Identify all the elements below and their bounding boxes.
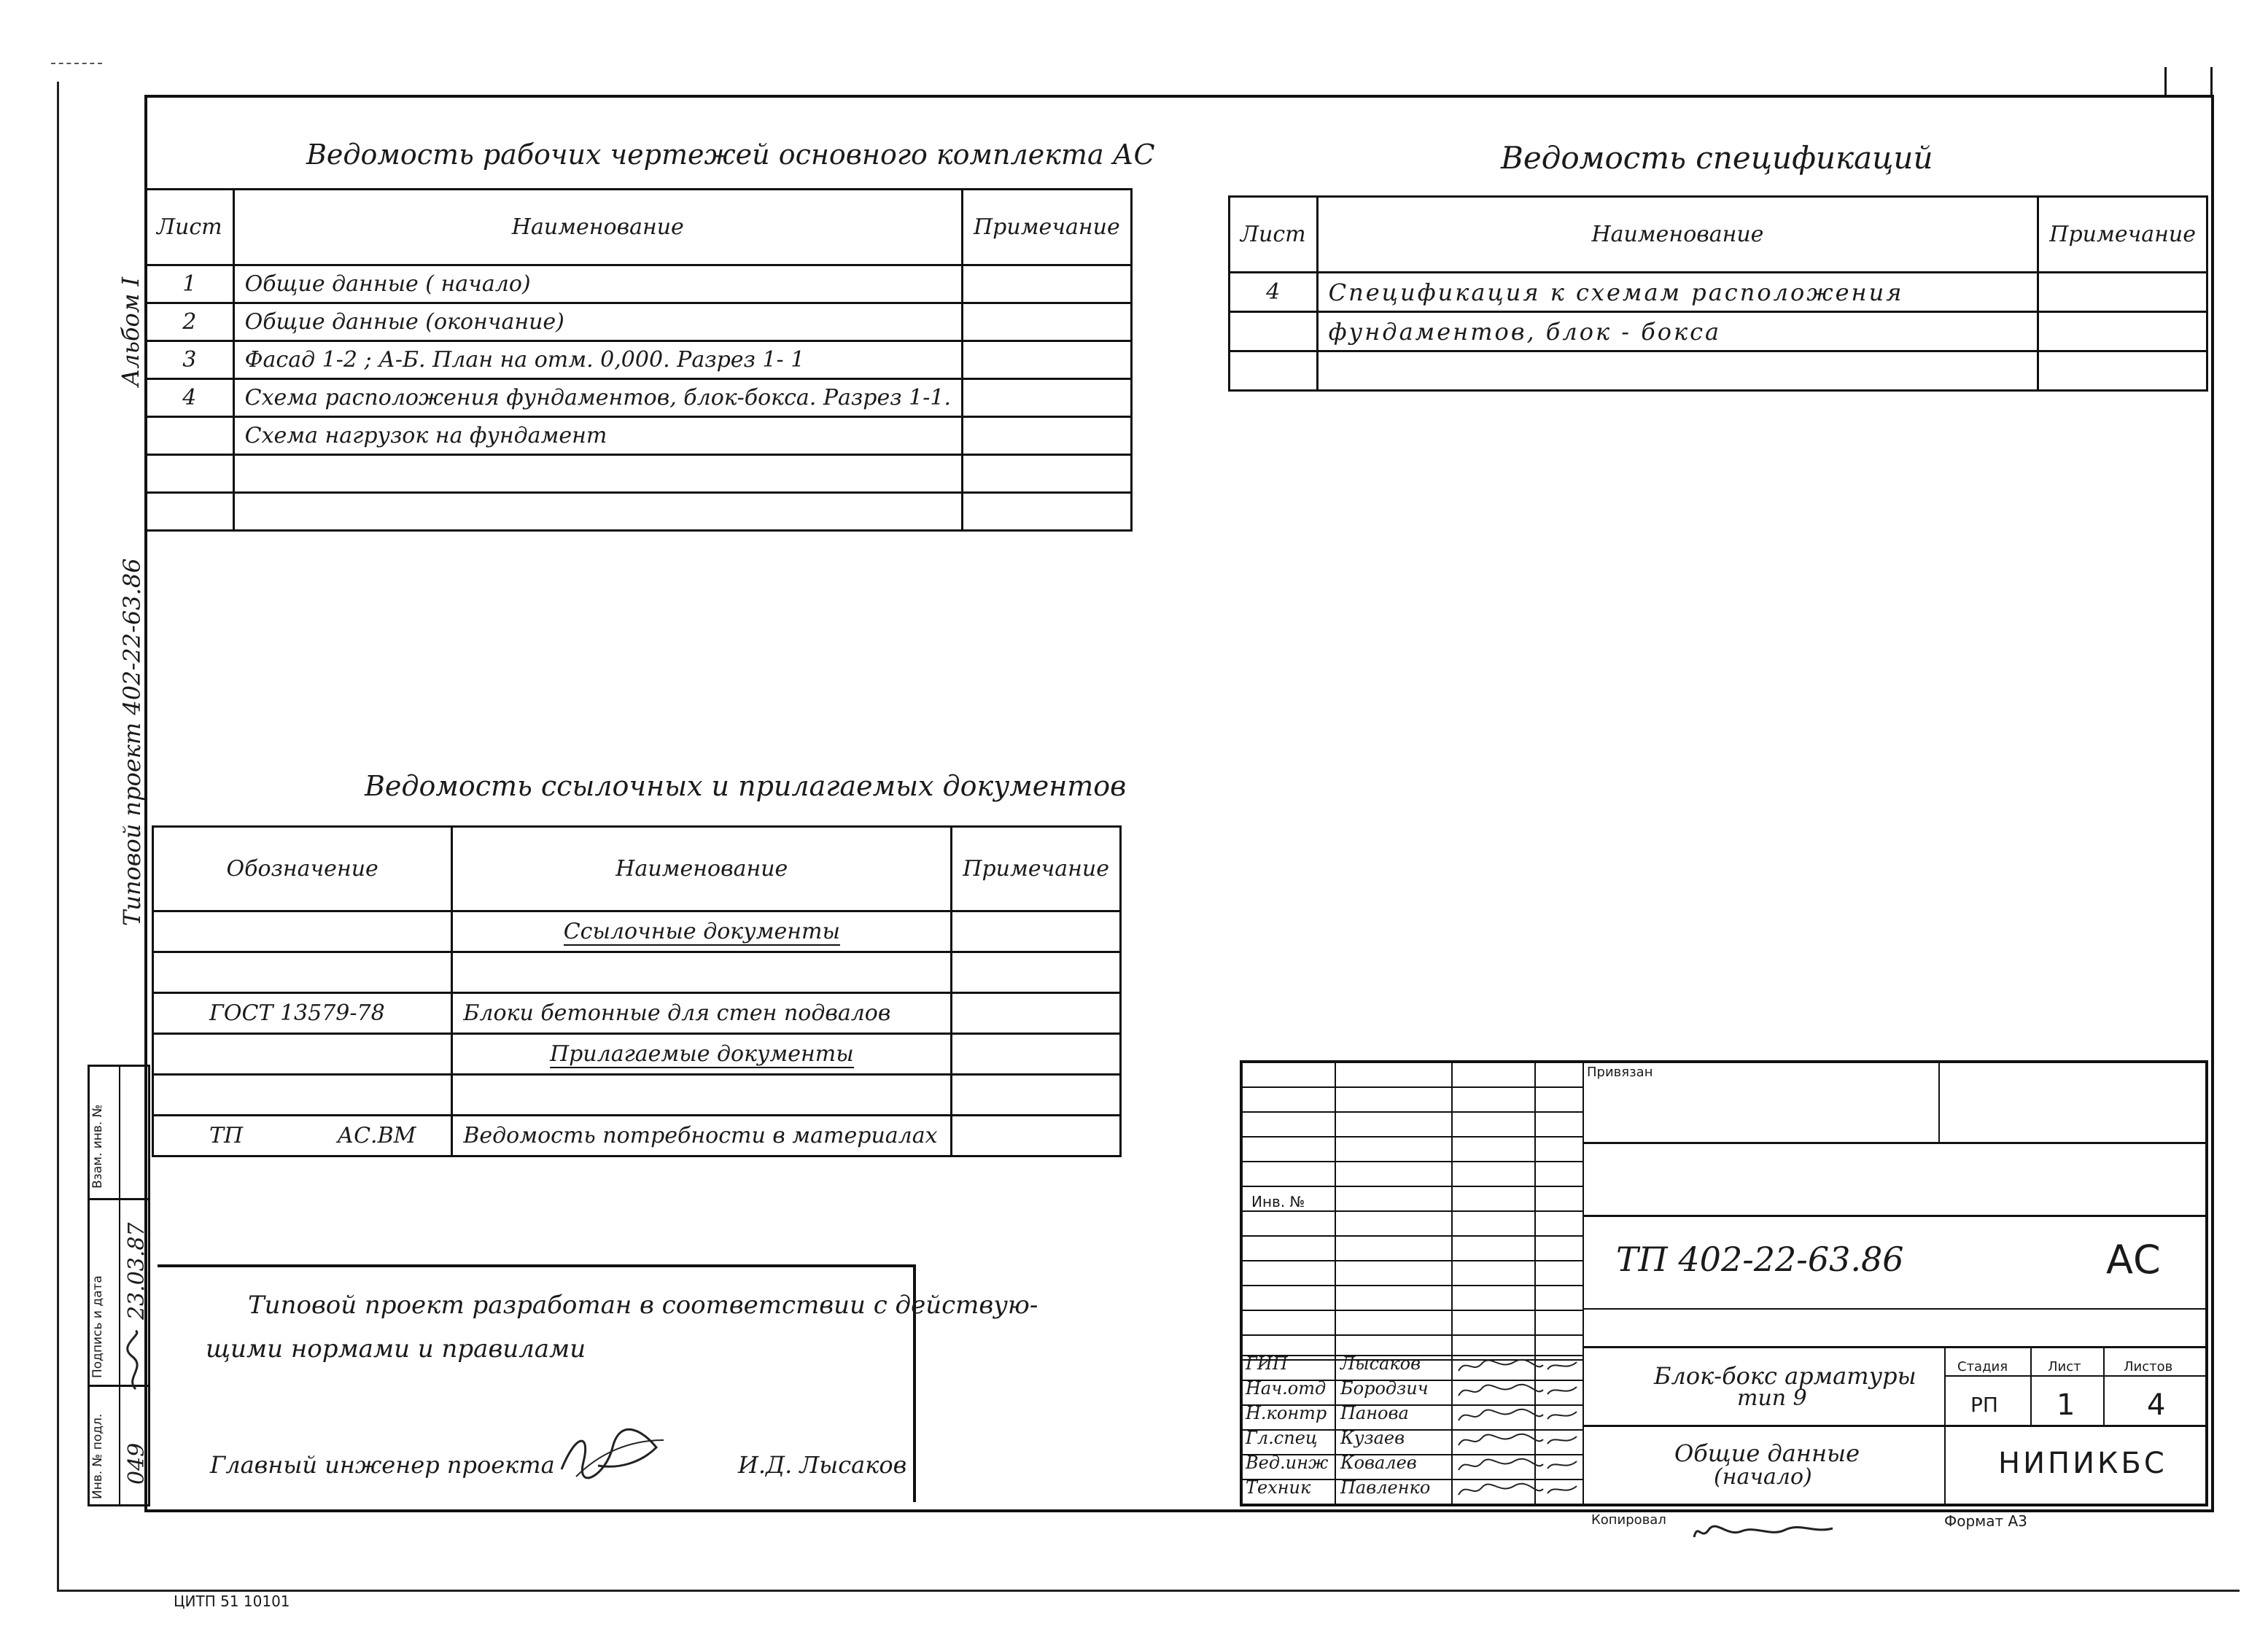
privyazan-label: Привязан (1587, 1065, 1653, 1080)
chief-engineer-name: И.Д. Лысаков (738, 1451, 907, 1479)
cell-name (452, 952, 952, 993)
cell-note (952, 1034, 1121, 1075)
format-label: Формат А3 (1944, 1512, 2027, 1530)
signatory-role: Нач.отд (1246, 1378, 1327, 1399)
column-header-note: Примечание (952, 827, 1121, 911)
designation-code (164, 960, 209, 985)
sheet-label: Лист (2048, 1359, 2081, 1374)
object-name-line-1: Блок-бокс арматуры (1654, 1362, 1916, 1390)
signature-mark (1456, 1380, 1580, 1401)
cell-note (952, 952, 1121, 993)
grid-line (1240, 1111, 1584, 1113)
cell-name (452, 1075, 952, 1116)
section-heading: Ссылочные документы (563, 919, 840, 944)
cell-sheet: 2 (146, 303, 234, 341)
stage-label: Стадия (1957, 1359, 2008, 1374)
designation-code (164, 1082, 209, 1108)
cell-sheet (1230, 312, 1318, 351)
cell-sheet: 1 (146, 265, 234, 303)
cell-note (963, 341, 1132, 379)
sign-date-label: Подпись и дата (90, 1275, 105, 1378)
grid-line (1944, 1375, 2208, 1377)
grid-line (1240, 1161, 1584, 1162)
table-row (153, 993, 1121, 1034)
cell-sheet: 4 (1230, 273, 1318, 312)
sheets-label: Листов (2124, 1359, 2173, 1374)
project-code-side-label: Типовой проект 402-22-63.86 (118, 558, 146, 926)
column-header-sheet: Лист (1230, 197, 1318, 273)
cell-designation (153, 1116, 452, 1156)
cell-name (452, 1034, 952, 1075)
grid-line (1335, 1060, 1336, 1506)
specifications-register-table (1228, 195, 2208, 392)
table-row (146, 417, 1132, 455)
table-row (146, 379, 1132, 417)
table-row (146, 341, 1132, 379)
signatory-name: Бородзич (1340, 1378, 1429, 1399)
cell-note (963, 303, 1132, 341)
sheet-value: 1 (2057, 1388, 2075, 1422)
cell-sheet: 4 (146, 379, 234, 417)
cell-designation (153, 1075, 452, 1116)
grid-line (2103, 1346, 2105, 1425)
cell-designation (153, 993, 452, 1034)
cell-designation (153, 911, 452, 952)
cell-note (963, 265, 1132, 303)
inv-no-label: Инв. № (1251, 1193, 1305, 1210)
cell-name (452, 911, 952, 952)
signatory-name: Панова (1340, 1403, 1409, 1423)
inv-orig-value: 049 (124, 1442, 149, 1485)
top-right-mark (2164, 67, 2213, 95)
signatory-role: ГИП (1246, 1353, 1288, 1374)
grid-line (1240, 1285, 1584, 1286)
column-header-name: Наименование (233, 190, 962, 265)
grid-line (2030, 1346, 2032, 1425)
grid-line (1582, 1425, 1944, 1427)
cell-name (233, 493, 962, 531)
sign-date-value: 23.03.87 (124, 1222, 149, 1320)
cell-note (952, 1075, 1121, 1116)
sheet-title-line-1: Общие данные (1674, 1439, 1860, 1467)
grid-line (1240, 1260, 1584, 1261)
document-mark: АС (2106, 1237, 2161, 1283)
table-row (153, 952, 1121, 993)
table-row (1230, 351, 2207, 391)
chief-engineer-label: Главный инженер проекта (210, 1451, 555, 1479)
table-row (1230, 273, 2207, 312)
grid-line (1582, 1346, 2208, 1348)
table-row (153, 1034, 1121, 1075)
grid-line (1582, 1142, 2208, 1144)
grid-line (1582, 1215, 2208, 1217)
object-name-line-2: тип 9 (1737, 1385, 1807, 1411)
cell-note (963, 493, 1132, 531)
grid-line (1240, 1086, 1584, 1088)
top-dash-line (51, 63, 102, 64)
table-row (153, 1116, 1121, 1156)
cell-sheet (146, 417, 234, 455)
signatory-name: Кузаев (1340, 1428, 1405, 1448)
column-header-note: Примечание (2038, 197, 2207, 273)
copied-label: Копировал (1591, 1512, 1666, 1528)
cell-sheet (146, 455, 234, 493)
grid-line (1944, 1425, 2208, 1427)
cell-name: Схема расположения фундаментов, блок-бокса. Разрез 1-1. (233, 379, 962, 417)
column-header-sheet: Лист (146, 190, 234, 265)
column-header-designation: Обозначение (153, 827, 452, 911)
cell-note (963, 379, 1132, 417)
grid-line (1938, 1060, 1940, 1142)
signature-mark (1456, 1355, 1580, 1377)
drawings-register-title: Ведомость рабочих чертежей основного комплекта АС (306, 139, 1155, 171)
cell-sheet (1230, 351, 1318, 391)
grid-line (1451, 1060, 1453, 1506)
grid-line (1240, 1310, 1584, 1311)
grid-line (1240, 1136, 1584, 1138)
signature-mark (1456, 1479, 1580, 1501)
document-code: ТП 402-22-63.86 (1616, 1240, 1904, 1279)
print-code: ЦИТП 51 10101 (174, 1593, 290, 1610)
designation-code: ТП (209, 1123, 244, 1148)
cell-note (2038, 312, 2207, 351)
table-row (146, 303, 1132, 341)
table-row (1230, 312, 2207, 351)
grid-line (1240, 1210, 1584, 1212)
left-strip-signature (121, 1327, 150, 1393)
statement-line-1: Типовой проект разработан в соответствии с действую- (248, 1291, 1038, 1320)
cell-sheet (146, 493, 234, 531)
table-row (153, 1075, 1121, 1116)
cell-name (1317, 351, 2038, 391)
table-row (146, 265, 1132, 303)
chief-engineer-signature (554, 1426, 671, 1484)
grid-line (1582, 1060, 1584, 1506)
vzam-inv-label: Взам. инв. № (90, 1104, 105, 1189)
cell-note (952, 993, 1121, 1034)
signatory-role: Н.контр (1246, 1403, 1327, 1423)
section-heading: Прилагаемые документы (549, 1041, 854, 1067)
cell-name: Общие данные (окончание) (233, 303, 962, 341)
signatory-role: Техник (1246, 1477, 1311, 1498)
table-row (146, 455, 1132, 493)
table-row (153, 911, 1121, 952)
column-header-name: Наименование (1317, 197, 2038, 273)
cell-note (963, 455, 1132, 493)
cell-name: Общие данные ( начало) (233, 265, 962, 303)
signature-mark (1456, 1454, 1580, 1476)
signature-mark (1456, 1429, 1580, 1451)
organization-name: НИПИКБС (1998, 1447, 2167, 1480)
grid-line (1240, 1235, 1584, 1237)
signatory-role: Гл.спец (1246, 1428, 1318, 1448)
cell-name: Схема нагрузок на фундамент (233, 417, 962, 455)
signature-mark (1456, 1404, 1580, 1426)
designation-code (164, 1041, 209, 1067)
specifications-register-title: Ведомость спецификаций (1501, 140, 1933, 176)
cell-designation (153, 952, 452, 993)
stage-value: РП (1970, 1393, 1998, 1417)
cell-name (233, 455, 962, 493)
cell-designation (153, 1034, 452, 1075)
cell-name: Ведомость потребности в материалах (452, 1116, 952, 1156)
inv-orig-label: Инв. № подл. (90, 1413, 105, 1499)
table-row (146, 493, 1132, 531)
column-header-note: Примечание (963, 190, 1132, 265)
designation-code (164, 919, 209, 944)
grid-line (1240, 1334, 1584, 1336)
signatory-name: Лысаков (1340, 1353, 1421, 1374)
copier-signature (1690, 1515, 1836, 1544)
cell-name: Спецификация к схемам расположения (1317, 273, 2038, 312)
cell-note (963, 417, 1132, 455)
signatory-name: Ковалев (1340, 1453, 1417, 1473)
drawings-register-table (144, 188, 1133, 532)
cell-note (2038, 351, 2207, 391)
cell-name: Фасад 1-2 ; А-Б. План на отм. 0,000. Разрез 1- 1 (233, 341, 962, 379)
signatory-role: Вед.инж (1246, 1453, 1329, 1473)
cell-note (2038, 273, 2207, 312)
signatory-name: Павленко (1340, 1477, 1431, 1498)
statement-line-2: щими нормами и правилами (206, 1334, 586, 1364)
grid-line (1582, 1308, 2208, 1310)
cell-note (952, 911, 1121, 952)
sheet-title-line-2: (начало) (1714, 1464, 1812, 1490)
column-header-name: Наименование (452, 827, 952, 911)
references-register-table (152, 825, 1122, 1157)
album-label: Альбом I (117, 276, 144, 386)
cell-name: Блоки бетонные для стен подвалов (452, 993, 952, 1034)
references-register-title: Ведомость ссылочных и прилагаемых документов (365, 770, 1127, 802)
cell-note (952, 1116, 1121, 1156)
sheets-value: 4 (2147, 1388, 2166, 1422)
grid-line (1240, 1186, 1584, 1187)
designation-code: ГОСТ 13579-78 (209, 1000, 385, 1026)
designation-mark: АС.ВМ (337, 1123, 416, 1148)
cell-sheet: 3 (146, 341, 234, 379)
cell-name: фундаментов, блок - бокса (1317, 312, 2038, 351)
